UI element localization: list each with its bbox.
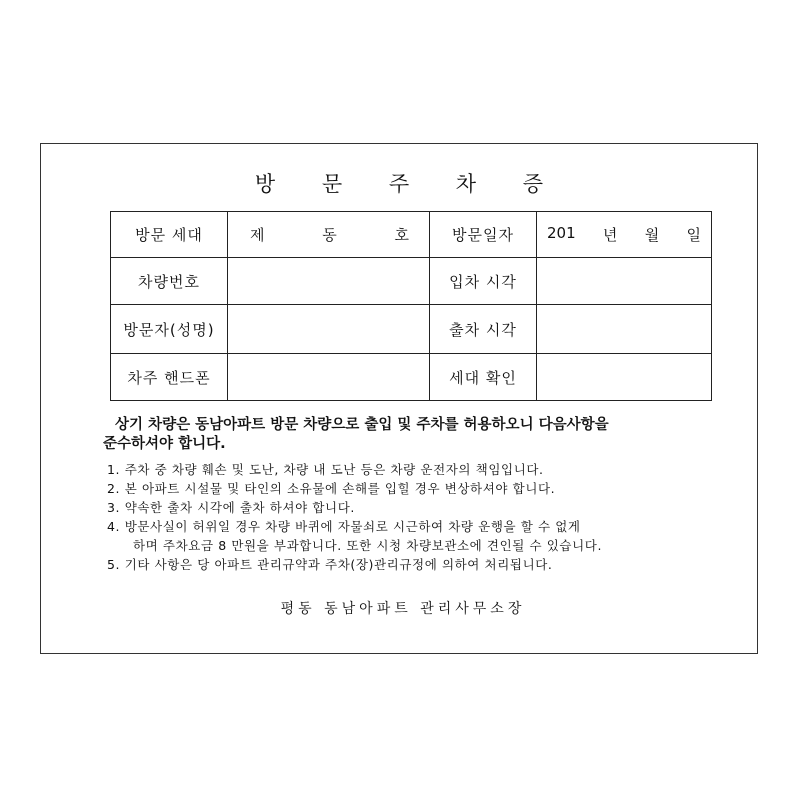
- rule-item-4: 4. 방문사실이 허위일 경우 차량 바퀴에 자물쇠로 시근하여 차량 운행을 할 수 없게: [107, 519, 581, 534]
- form-row-visitor: [111, 305, 712, 354]
- unit-confirm-field[interactable]: [537, 354, 712, 401]
- form-row-car: [111, 258, 712, 305]
- unit-prefix-text: 제: [250, 226, 265, 244]
- rule-item-2: 2. 본 아파트 시설물 및 타인의 소유물에 손해를 입힐 경우 변상하셔야 합니다.: [107, 481, 556, 496]
- car-number-field[interactable]: [228, 258, 430, 305]
- rule-item-1: 1. 주차 중 차량 훼손 및 도난, 차량 내 도난 등은 차량 운전자의 책임입니다.: [107, 462, 544, 477]
- permit-title: 방 문 주 차 증: [254, 172, 564, 196]
- date-year-prefix: 201: [547, 224, 576, 242]
- permit-form-table: [110, 211, 712, 401]
- permit-notice: [103, 416, 723, 454]
- visitor-name-field[interactable]: [228, 305, 430, 354]
- visit-date-field[interactable]: [537, 212, 712, 258]
- date-day-text: 일: [686, 226, 701, 244]
- car-number-label: 차량번호: [111, 258, 228, 305]
- visitor-name-label: 방문자(성명): [111, 305, 228, 354]
- visit-date-label: 방문일자: [430, 212, 537, 258]
- unit-building-text: 동: [322, 226, 337, 244]
- exit-time-label: 출차 시각: [430, 305, 537, 354]
- issuer-signature-line: 평동 동남아파트 관리사무소장: [280, 601, 526, 617]
- notice-line-1: 상기 차량은 동남아파트 방문 차량으로 출입 및 주차를 허용하오니 다음사항을: [115, 417, 609, 433]
- entry-time-label: 입차 시각: [430, 258, 537, 305]
- form-row-phone: [111, 354, 712, 401]
- rule-item-5: 5. 기타 사항은 당 아파트 관리규약과 주차(장)관리규정에 의하여 처리됩니다.: [107, 557, 553, 572]
- unit-room-text: 호: [394, 226, 409, 244]
- form-row-visit: [111, 212, 712, 258]
- visit-unit-field[interactable]: [228, 212, 430, 258]
- owner-phone-field[interactable]: [228, 354, 430, 401]
- date-year-text: 년: [602, 226, 618, 244]
- parking-permit-card: [40, 143, 758, 654]
- visit-unit-label: 방문 세대: [111, 212, 228, 258]
- entry-time-field[interactable]: [537, 258, 712, 305]
- notice-line-2: 준수하셔야 합니다.: [103, 436, 226, 452]
- unit-confirm-label: 세대 확인: [430, 354, 537, 401]
- rule-item-4-continued: 하며 주차요금 8 만원을 부과합니다. 또한 시청 차량보관소에 견인될 수 있습니다.: [133, 538, 603, 553]
- rule-item-3: 3. 약속한 출차 시각에 출차 하셔야 합니다.: [107, 500, 355, 515]
- owner-phone-label: 차주 핸드폰: [111, 354, 228, 401]
- exit-time-field[interactable]: [537, 305, 712, 354]
- rules-list: [107, 460, 737, 574]
- date-month-text: 월: [644, 226, 660, 244]
